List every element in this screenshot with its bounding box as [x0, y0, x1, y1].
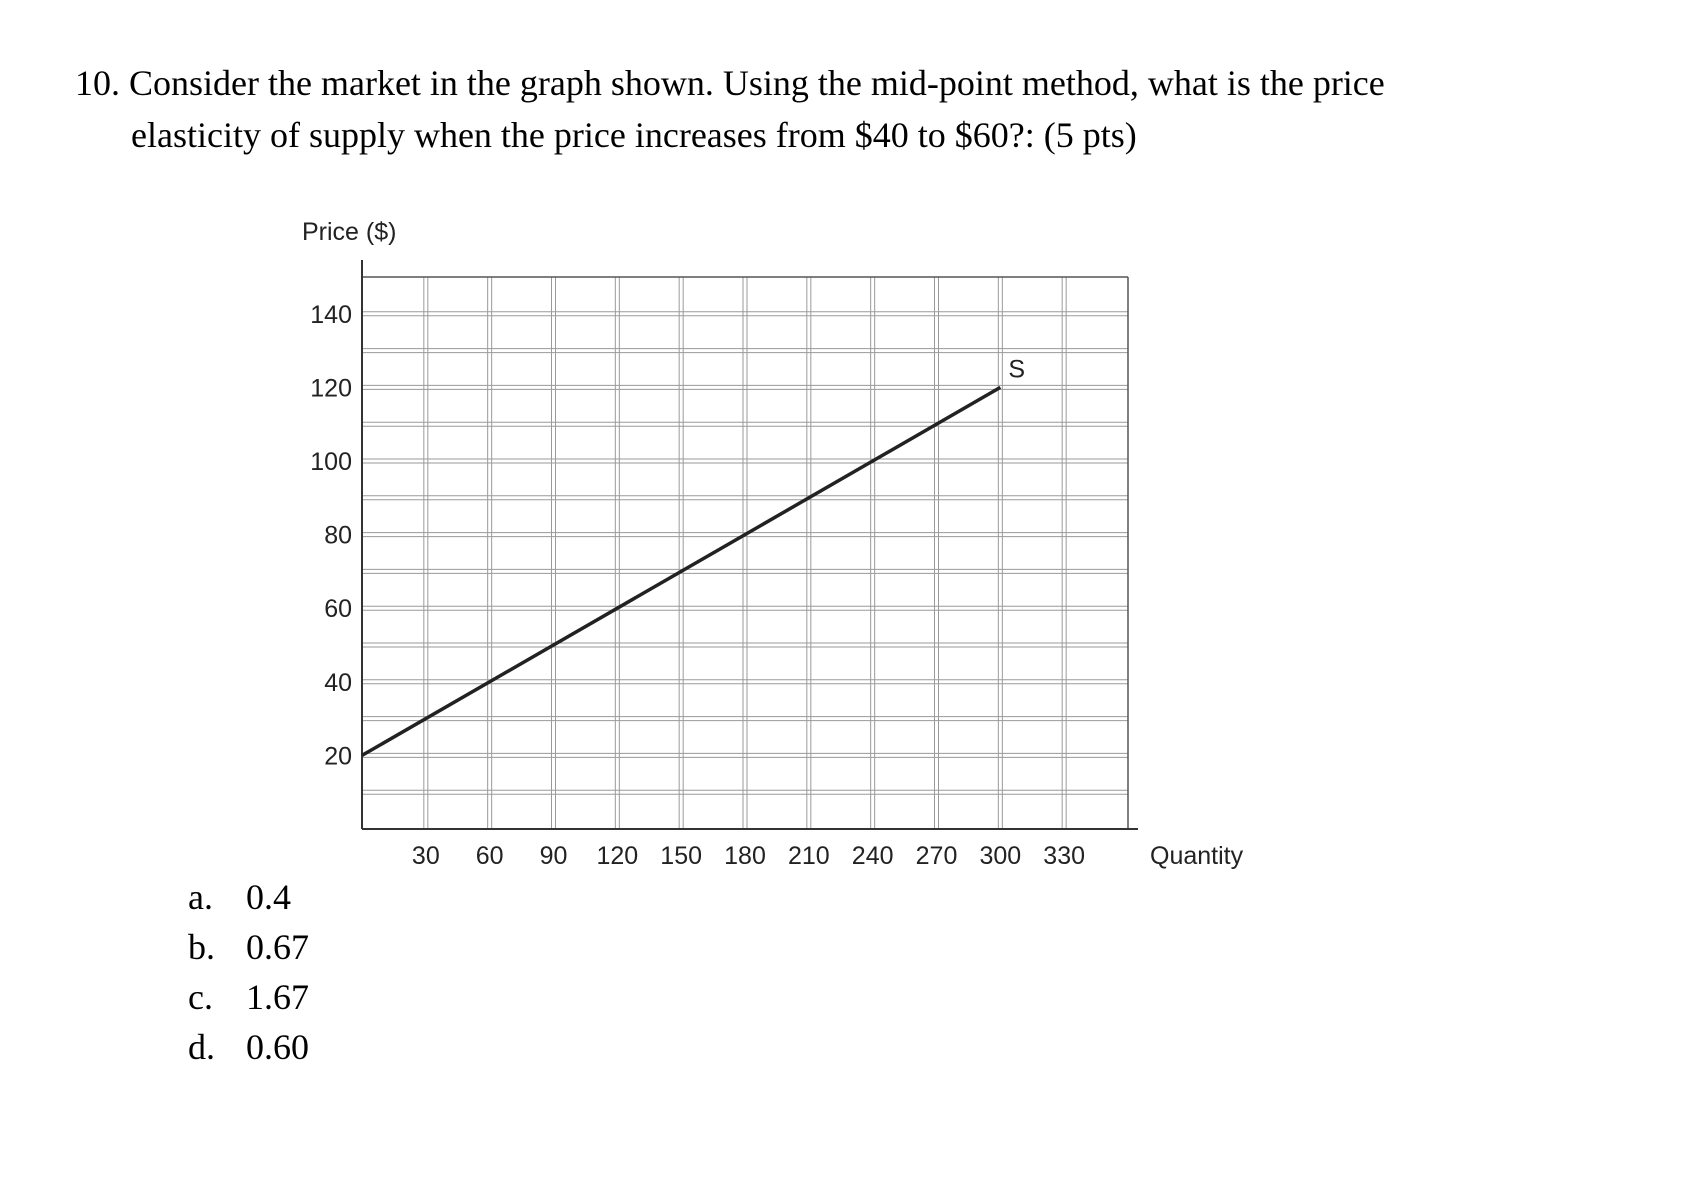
- x-tick-label: 30: [411, 842, 440, 870]
- question-line-1: 10. Consider the market in the graph shown. Using the mid-point method, what is the price: [75, 63, 1385, 103]
- x-axis-label: Quantity: [1150, 842, 1244, 870]
- y-tick-label: 140: [310, 300, 352, 329]
- y-tick-label: 120: [310, 374, 352, 403]
- y-tick-label: 60: [324, 595, 352, 624]
- y-tick-label: 80: [324, 521, 352, 550]
- x-tick-label: 240: [851, 842, 894, 870]
- option-letter: a.: [188, 877, 213, 917]
- x-tick-label: 90: [539, 842, 568, 870]
- x-tick-label: 120: [596, 842, 639, 870]
- option-value: 0.67: [246, 927, 309, 967]
- x-tick-label: 300: [979, 842, 1022, 870]
- supply-curve-line: [362, 387, 1000, 755]
- x-tick-label: 210: [787, 842, 830, 870]
- y-tick-label: 20: [324, 742, 352, 771]
- option-c[interactable]: [188, 972, 309, 1022]
- option-a[interactable]: [188, 872, 309, 922]
- supply-curve-label: S: [1008, 355, 1026, 384]
- y-tick-label: 100: [310, 448, 352, 476]
- question-line-2: elasticity of supply when the price increases from $40 to $60?: (5 pts): [131, 115, 1137, 155]
- option-value: 1.67: [246, 977, 309, 1017]
- option-d[interactable]: [188, 1022, 309, 1072]
- answer-options: [188, 872, 309, 1072]
- y-tick-label: 40: [324, 668, 352, 697]
- x-tick-label: 180: [724, 842, 766, 870]
- x-tick-label: 330: [1043, 842, 1086, 870]
- option-value: 0.4: [246, 877, 291, 917]
- option-letter: d.: [188, 1027, 215, 1067]
- option-b[interactable]: [188, 922, 309, 972]
- x-tick-label: 60: [475, 842, 504, 870]
- y-axis-label: Price ($): [302, 218, 397, 246]
- x-tick-label: 270: [915, 842, 958, 870]
- option-letter: b.: [188, 927, 215, 967]
- option-letter: c.: [188, 977, 213, 1017]
- x-tick-label: 150: [660, 842, 703, 870]
- option-value: 0.60: [246, 1027, 309, 1067]
